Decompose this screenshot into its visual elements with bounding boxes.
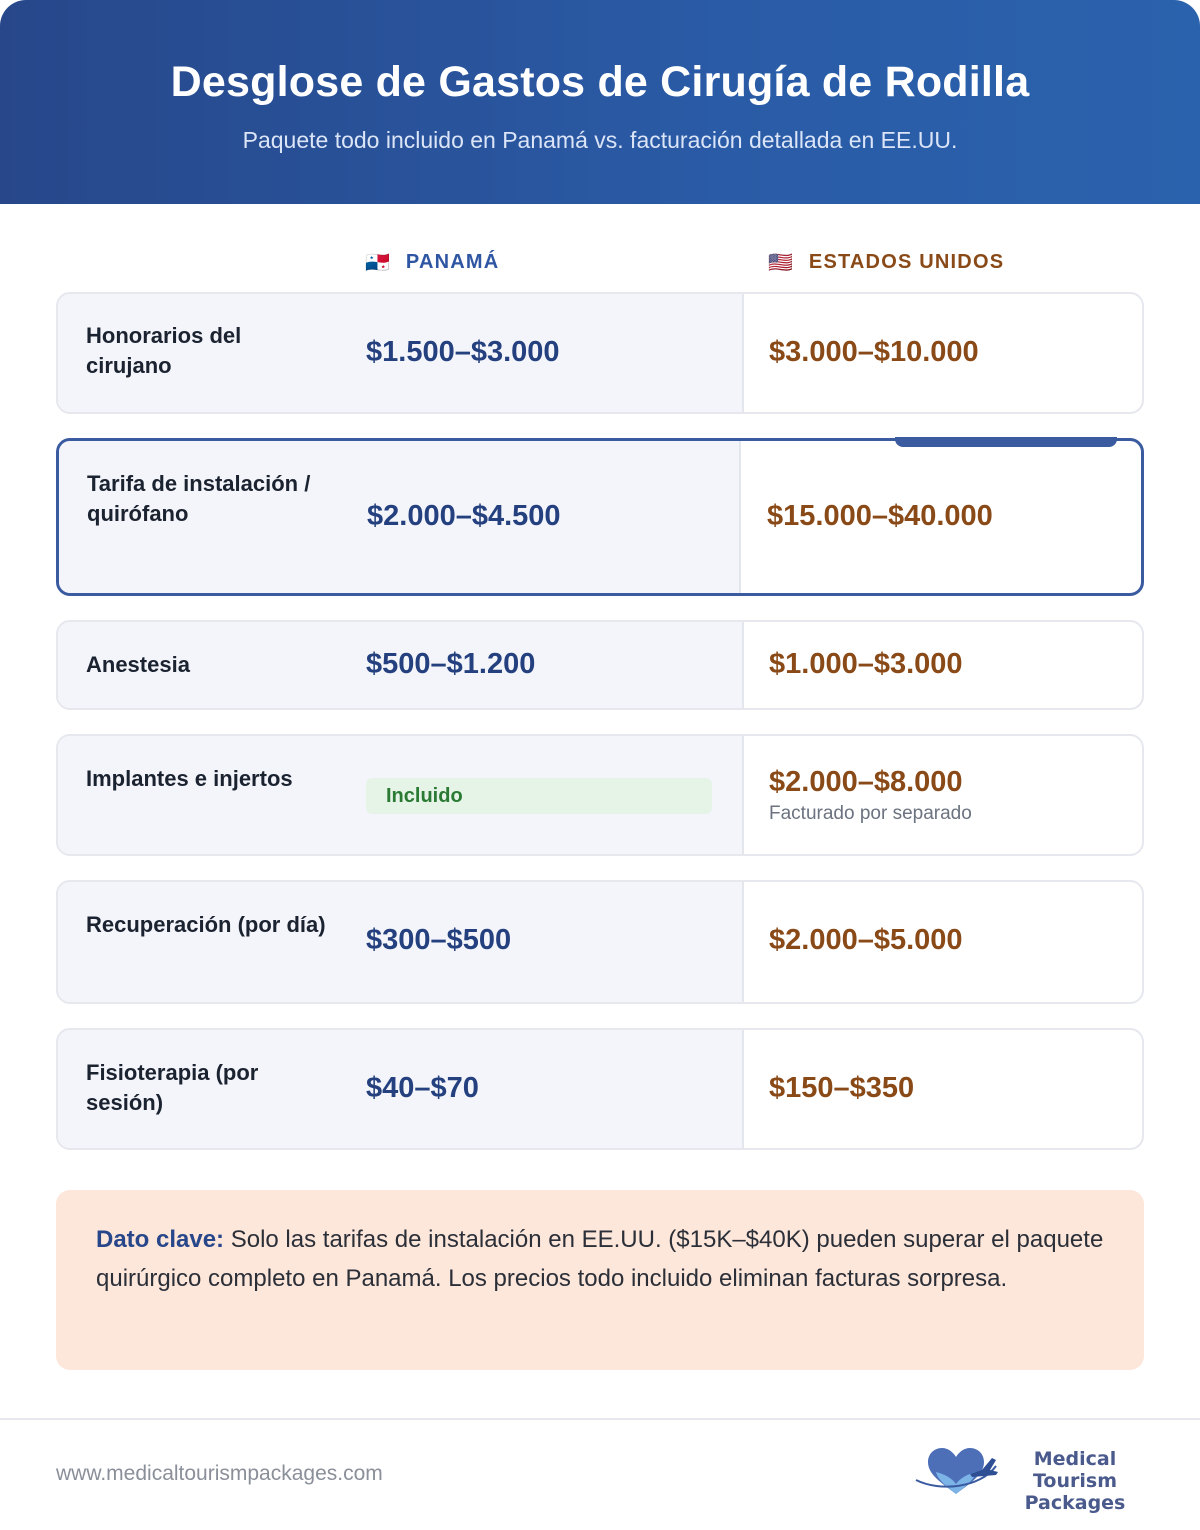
brand-logo-text	[1002, 1448, 1148, 1514]
us-price: $2.000–$5.000	[769, 924, 963, 956]
header-banner	[0, 0, 1200, 204]
website-link[interactable]: www.medicaltourismpackages.com	[56, 1462, 383, 1485]
column-divider	[742, 1030, 744, 1148]
panama-flag-icon: 🇵🇦	[365, 252, 392, 274]
column-header-panama	[365, 250, 499, 275]
table-row-anesthesia	[56, 620, 1144, 710]
column-header-us-label: ESTADOS UNIDOS	[808, 251, 1005, 273]
included-badge: Incluido	[366, 778, 712, 814]
column-divider	[742, 882, 744, 1002]
row-label: Fisioterapia (por sesión)	[86, 1060, 259, 1115]
key-fact-text: Solo las tarifas de instalación en EE.UU. ($15K–$40K) pueden superar el paquete quirúrgico completo en Panamá. Los precios todo incluido eliminan facturas sorpresa.	[96, 1226, 1104, 1292]
us-price: $150–$350	[769, 1072, 915, 1104]
row-label: Honorarios del cirujano	[86, 323, 242, 378]
row-label: Tarifa de instalación / quirófano	[87, 471, 311, 526]
panama-price: $40–$70	[366, 1072, 479, 1104]
row-label: Recuperación (por día)	[86, 912, 326, 937]
panama-price: $2.000–$4.500	[367, 500, 561, 532]
panama-price: $1.500–$3.000	[366, 336, 560, 368]
panama-price: $300–$500	[366, 924, 512, 956]
column-divider	[742, 622, 744, 708]
table-row-surgeon-fees	[56, 292, 1144, 414]
us-price: $15.000–$40.000	[767, 500, 993, 532]
column-divider	[742, 294, 744, 412]
column-header-panama-label: PANAMÁ	[405, 251, 500, 273]
footer-divider	[0, 1418, 1200, 1420]
panama-price: $500–$1.200	[366, 648, 536, 680]
us-price: $3.000–$10.000	[769, 336, 979, 368]
column-divider	[739, 441, 741, 593]
row-label: Anestesia	[86, 652, 190, 677]
highlight-tab	[895, 437, 1117, 447]
page-subtitle: Paquete todo incluido en Panamá vs. facturación detallada en EE.UU.	[242, 127, 958, 153]
table-row-recovery	[56, 880, 1144, 1004]
key-fact-callout	[56, 1190, 1144, 1370]
brand-name-line1: Medical Tourism	[1032, 1448, 1117, 1492]
key-fact-lead: Dato clave:	[96, 1226, 225, 1253]
table-row-physiotherapy	[56, 1028, 1144, 1150]
column-divider	[742, 736, 744, 854]
us-flag-icon: 🇺🇸	[768, 252, 795, 274]
brand-name-line2: Packages	[1024, 1492, 1126, 1514]
row-label: Implantes e injertos	[86, 766, 293, 791]
us-price: $2.000–$8.000	[769, 766, 963, 798]
us-price-note: Facturado por separado	[769, 803, 972, 824]
column-header-us	[768, 250, 1004, 275]
us-price: $1.000–$3.000	[769, 648, 963, 680]
table-row-implants	[56, 734, 1144, 856]
page-title: Desglose de Gastos de Cirugía de Rodilla	[170, 58, 1030, 106]
table-row-facility-fee	[56, 438, 1144, 596]
